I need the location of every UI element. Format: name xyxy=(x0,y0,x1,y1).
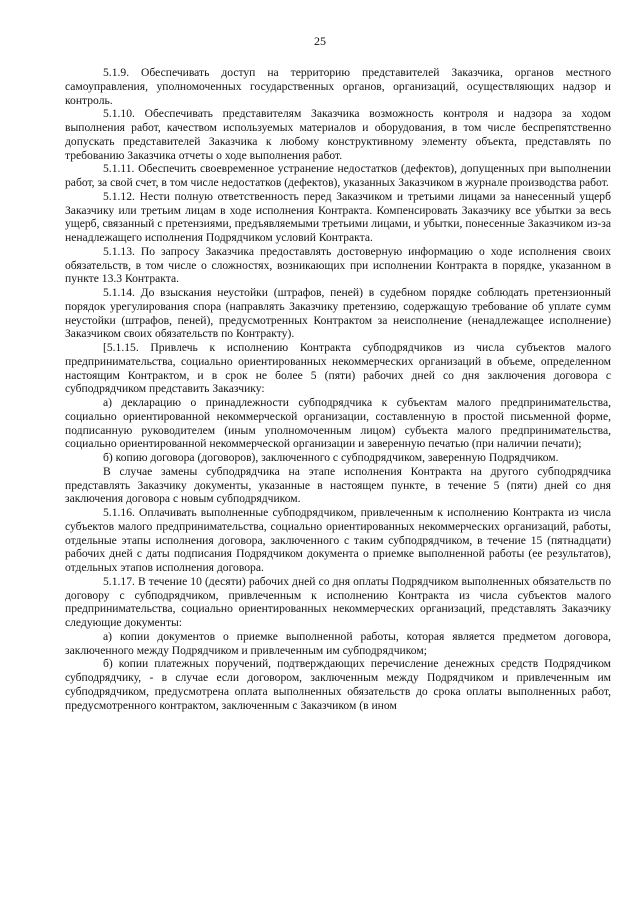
paragraph-5-1-14: 5.1.14. До взыскания неустойки (штрафов, пеней) в судебном порядке соблюдать претензионный порядок урегулирования спора (направлять Заказчику претензию, содержащую требование об уплате сумм неустойки (штрафов, пеней), предусмотренных Контрактом за неисполнение (ненадлежащее исполнение) Заказчиком своих обязательств по Контракту). xyxy=(65,286,611,341)
paragraph-5-1-16: 5.1.16. Оплачивать выполненные субподрядчиком, привлеченным к исполнению Контракта из числа субъектов малого предпринимательства, социально ориентированных некоммерческих организаций, работы, отдельные этапы исполнения договора, заключенного с таким субподрядчиком, в течение 15 (пятнадцати) рабочих дней с даты подписания Подрядчиком документа о приемке выполненной работы (ее результатов), отдельных этапов исполнения договора. xyxy=(65,506,611,574)
paragraph-5-1-15-a: а) декларацию о принадлежности субподрядчика к субъектам малого предпринимательства, социально ориентированной некоммерческой организации, составленную в простой письменной форме, подписанную руководителем (иным уполномоченным лицом) субъекта малого предпринимательства, социально ориентированной некоммерческой организации и заверенную печатью (при наличии печати); xyxy=(65,396,611,451)
paragraph-5-1-11: 5.1.11. Обеспечить своевременное устранение недостатков (дефектов), допущенных при выполнении работ, за свой счет, в том числе недостатков (дефектов), указанных Заказчиком в журнале производства работ. xyxy=(65,162,611,189)
paragraph-5-1-17-a: а) копии документов о приемке выполненной работы, которая является предметом договора, заключенного между Подрядчиком и привлеченным им субподрядчиком; xyxy=(65,629,611,657)
paragraph-subcontractor-replacement: В случае замены субподрядчика на этапе исполнения Контракта на другого субподрядчика представлять Заказчику документы, указанные в настоящем пункте, в течение 5 (пяти) дней со дня заключения договора с новым субподрядчиком. xyxy=(65,464,611,506)
paragraph-5-1-17-b: б) копии платежных поручений, подтверждающих перечисление денежных средств Подрядчиком субподрядчику, - в случае если договором, заключенным между Подрядчиком и привлеченным им субподрядчиком, предусмотрена оплата выполненных обязательств до срока оплаты выполненных работ, предусмотренного контрактом, заключенным с Заказчиком (в ином xyxy=(65,657,611,712)
paragraph-5-1-13: 5.1.13. По запросу Заказчика предоставлять достоверную информацию о ходе исполнения своих обязательств, в том числе о сложностях, возникающих при исполнении Контракта в порядке, указанном в пункте 13.3 Контракта. xyxy=(65,244,611,286)
paragraph-5-1-9: 5.1.9. Обеспечивать доступ на территорию представителей Заказчика, органов местного самоуправления, уполномоченных государственных органов, организаций, осуществляющих надзор и контроль. xyxy=(65,66,611,107)
paragraph-5-1-17: 5.1.17. В течение 10 (десяти) рабочих дней со дня оплаты Подрядчиком выполненных обязательств по договору с субподрядчиком, привлеченным к исполнению Контракта из числа субъектов малого предпринимательства, социально ориентированных некоммерческих организаций, представлять Заказчику следующие документы: xyxy=(65,574,611,629)
paragraph-5-1-12: 5.1.12. Нести полную ответственность перед Заказчиком и третьими лицами за нанесенный ущерб Заказчику или третьим лицам в ходе исполнения Контракта. Компенсировать Заказчику все убытки за весь ущерб, связанный с претензиями, предъявляемыми третьими лицами, и убытки, понесенные Заказчиком из-за ненадлежащего исполнения Подрядчиком условий Контракта. xyxy=(65,189,611,244)
page-number: 25 xyxy=(314,34,326,48)
paragraph-5-1-15: [5.1.15. Привлечь к исполнению Контракта субподрядчиков из числа субъектов малого предпринимательства, социально ориентированных некоммерческих организаций в объеме, определенном настоящим Контрактом, и в срок не более 5 (пяти) рабочих дней со дня заключения договора с субподрядчиком представить Заказчику: xyxy=(65,341,611,396)
document-body xyxy=(65,66,611,712)
paragraph-5-1-10: 5.1.10. Обеспечивать представителям Заказчика возможность контроля и надзора за ходом выполнения работ, качеством используемых материалов и оборудования, в том числе беспрепятственно допускать представителей Заказчика к любому конструктивному элементу объекта, представлять по требованию Заказчика отчеты о ходе выполнения работ. xyxy=(65,107,611,162)
paragraph-5-1-15-b: б) копию договора (договоров), заключенного с субподрядчиком, заверенную Подрядчиком. xyxy=(103,451,559,464)
